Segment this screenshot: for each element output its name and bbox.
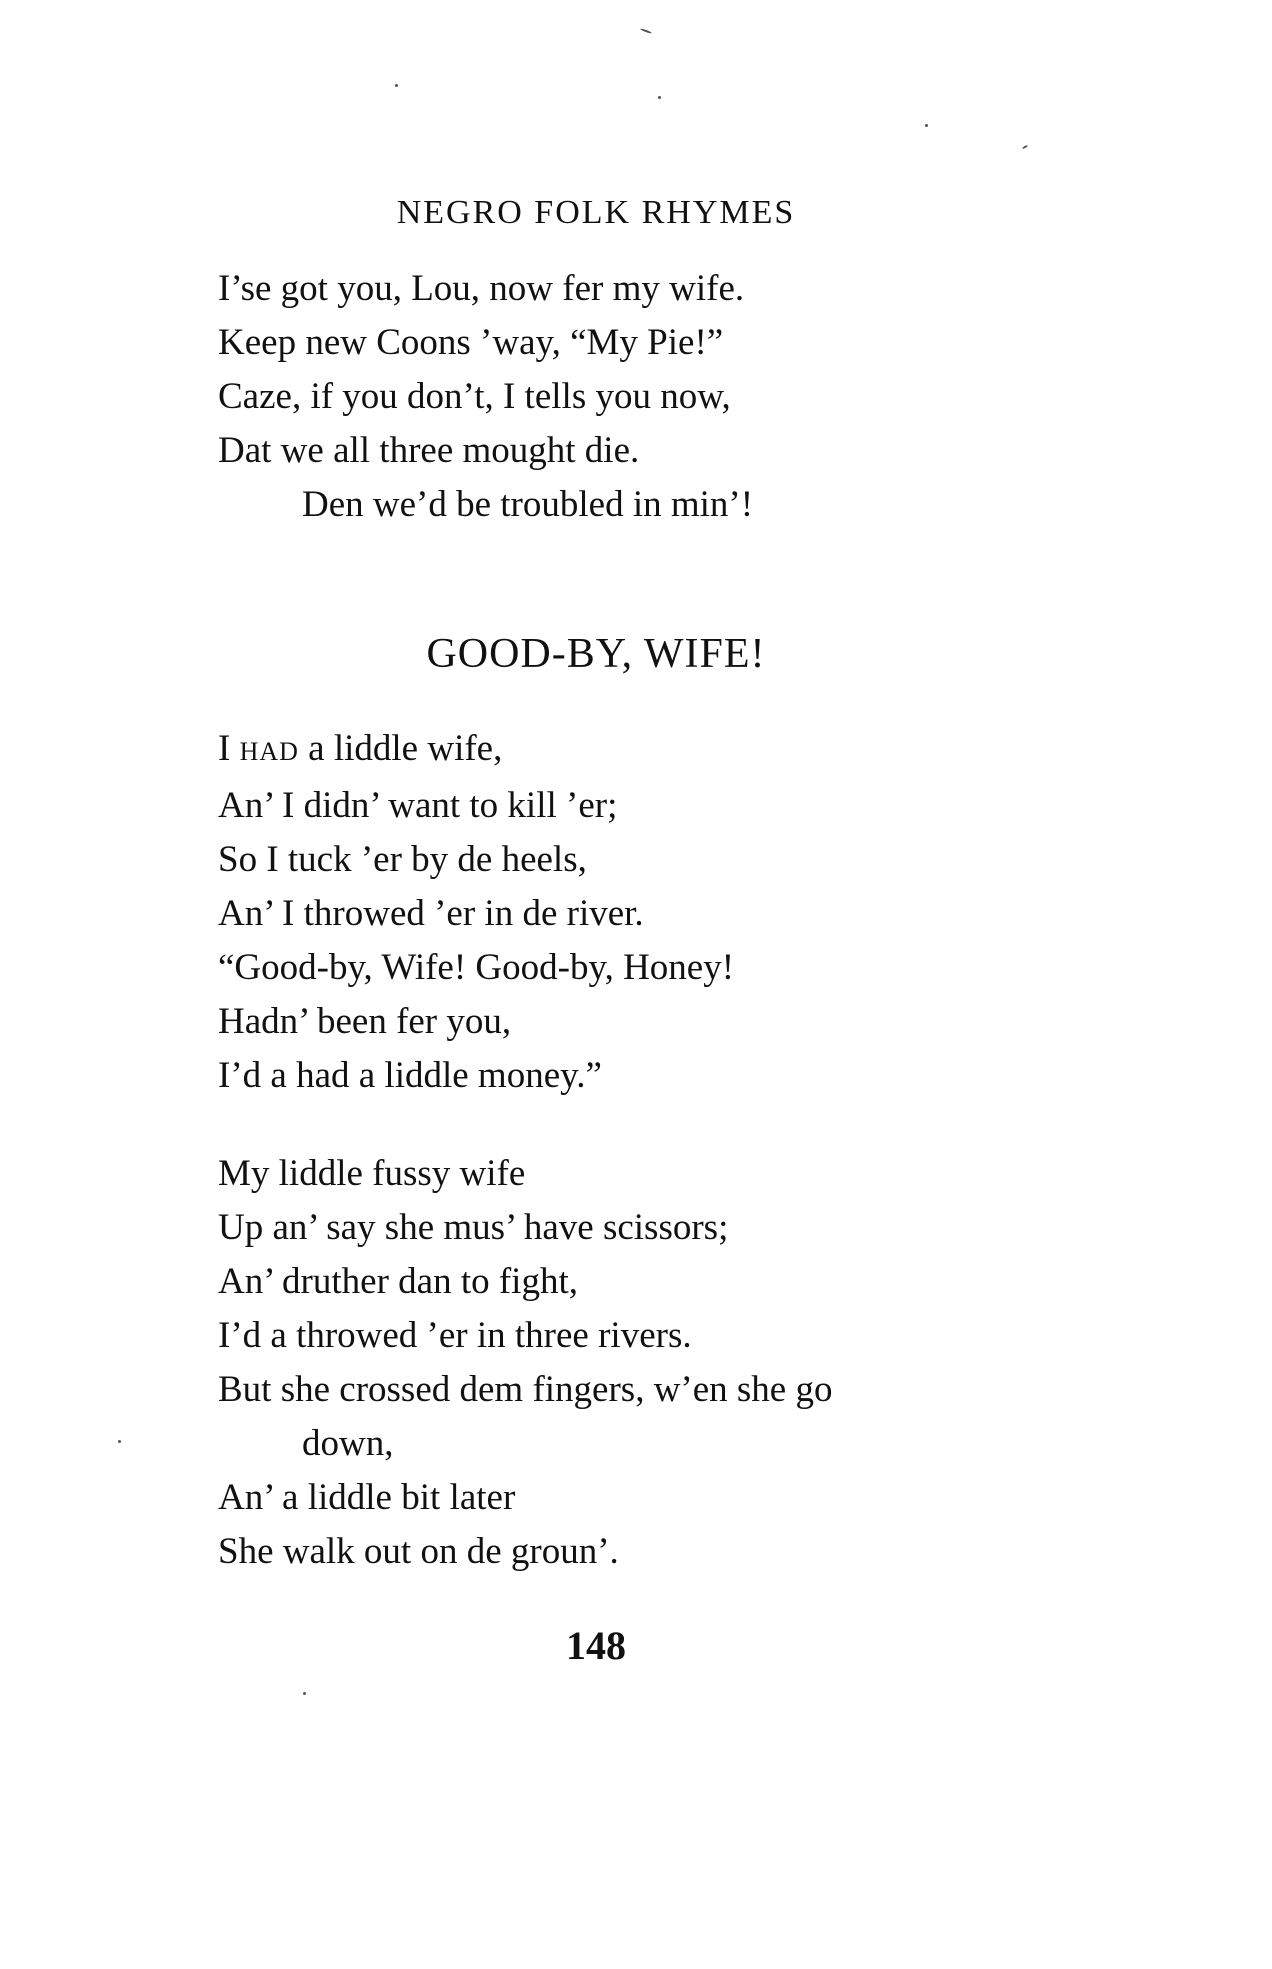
verse-line: I’se got you, Lou, now fer my wife. — [218, 268, 745, 309]
running-head: NEGRO FOLK RHYMES — [396, 194, 796, 231]
verse-line: Up an’ say she mus’ have scissors; — [218, 1207, 729, 1248]
stanza-3 — [218, 1147, 832, 1579]
verse-line: But she crossed dem fingers, w’en she go — [218, 1369, 833, 1410]
stanza-2 — [218, 722, 734, 1103]
verse-line: My liddle fussy wife — [218, 1153, 526, 1194]
small-caps-word: HAD — [239, 737, 299, 766]
verse-line: Hadn’ been fer you, — [218, 1001, 512, 1042]
verse-line: I’d a throwed ’er in three rivers. — [218, 1315, 692, 1356]
scan-speck — [658, 96, 661, 99]
verse-line: She walk out on de groun’. — [218, 1531, 619, 1572]
scan-speck — [1022, 145, 1028, 150]
scan-speck — [925, 124, 928, 127]
verse-line: “Good-by, Wife! Good-by, Honey! — [218, 947, 735, 988]
verse-line: An’ druther dan to fight, — [218, 1261, 578, 1302]
verse-line: So I tuck ’er by de heels, — [218, 839, 587, 880]
verse-line-continuation: down, — [302, 1423, 394, 1464]
poem-title: GOOD-BY, WIFE! — [426, 631, 766, 677]
first-line-rest: a liddle wife, — [308, 728, 503, 769]
first-word: I — [218, 728, 231, 769]
verse-line: Keep new Coons ’way, “My Pie!” — [218, 322, 724, 363]
verse-line: An’ I throwed ’er in de river. — [218, 893, 644, 934]
verse-line-first — [218, 722, 734, 779]
scan-speck — [395, 84, 398, 87]
page-number: 148 — [566, 1623, 626, 1668]
scan-speck — [640, 28, 652, 34]
scan-speck — [118, 1440, 121, 1443]
verse-line: An’ I didn’ want to kill ’er; — [218, 785, 618, 826]
verse-line: An’ a liddle bit later — [218, 1477, 516, 1518]
stanza-1 — [218, 262, 753, 532]
verse-line: Den we’d be troubled in min’! — [302, 484, 754, 525]
scan-speck — [303, 1692, 306, 1695]
verse-line: Dat we all three mought die. — [218, 430, 640, 471]
verse-line: I’d a had a liddle money.” — [218, 1055, 602, 1096]
verse-line: Caze, if you don’t, I tells you now, — [218, 376, 731, 417]
